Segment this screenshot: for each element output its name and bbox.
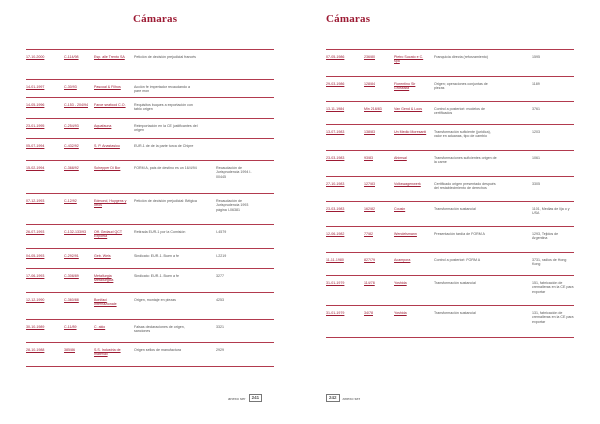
right-page [300,0,600,424]
row-separator [26,49,274,50]
row-separator [326,305,574,306]
cell-ref[interactable]: 127/83 [364,182,375,186]
row-separator [326,337,574,338]
cell-desc: Transformaciones suficientes origen de la carne [434,156,497,165]
row-separator [326,201,574,202]
cell-name[interactable]: Aquafauna [94,124,112,128]
cell-desc: Origen, montaje en piezas [134,298,176,302]
cell-ref[interactable]: 138/83 [364,130,375,134]
cell-note: 1101, Medias de lija o y USA [532,207,570,216]
cell-date[interactable]: 28-10-1988 [26,348,45,352]
cell-desc: Presentación tardía de FORM A [434,232,485,236]
cell-desc: Franquicia directa (reforzamiento) [434,55,488,59]
cell-desc: Transformación sustancial [434,281,476,285]
left-footer [228,394,262,402]
cell-date[interactable]: 13-07-1983 [326,130,345,134]
cell-desc: Retirada EUR-1 por la Comisión [134,230,186,234]
cell-note: 1595 [532,55,540,59]
cell-date[interactable]: 12-06-1982 [326,232,345,236]
cell-ref[interactable]: C-308/89 [64,274,79,278]
row-separator [326,275,574,276]
page-number: 242 [326,394,340,402]
row-separator [26,97,274,98]
cell-desc: Origen; operaciones conjuntas de piezas [434,82,488,91]
cell-date[interactable]: 29-03-1986 [326,82,345,86]
footer-label: anexo ser [342,395,361,401]
cell-note: 3731, radios de Hong Kong [532,258,567,267]
cell-ref[interactable]: C-368/92 [64,166,79,170]
cell-name[interactable]: Edmond, Huygens y otros [94,199,127,208]
cell-note: 3305 [532,182,540,186]
cell-desc: Transformación sustancial [434,311,476,315]
footer-label: anexo ser [228,395,246,401]
cell-ref[interactable]: C-12/92 [64,199,77,203]
cell-date[interactable]: 14-05-1996 [26,103,45,107]
row-separator [26,366,274,367]
row-separator [326,101,574,102]
cell-date[interactable]: 13-11-1984 [326,107,345,111]
cell-name[interactable]: Van Gend & Loos [394,107,423,111]
cell-desc: Falsas declaraciones de origen, sanciones [134,325,185,334]
cell-date[interactable]: 04-05-1993 [26,254,45,258]
cell-name[interactable]: Wendelsmann [394,232,417,236]
cell-note: 151, fabricación de cremalleras en la CE para exportar [532,281,574,294]
cell-date[interactable]: 30-10-1989 [26,325,45,329]
cell-name[interactable]: S.S. Industria de materiali [94,348,121,357]
cell-ref[interactable]: 93/83 [364,156,373,160]
cell-name[interactable]: Un Medio Moresanti [394,130,427,134]
cell-name[interactable]: S. P. Anastasiou [94,144,120,148]
cell-desc: Sindicato: EUR-1. Buen a fe [134,254,179,258]
cell-date[interactable]: 05-07-1994 [26,144,45,148]
cell-name[interactable]: Geb. Weis [94,254,111,258]
cell-name[interactable]: Bonifaci Internazionale [94,298,117,307]
row-separator [326,124,574,125]
cell-note: 1061 [532,156,540,160]
cell-name[interactable]: Metallurgia Metallurgica [94,274,114,283]
cell-date[interactable]: 17-10-2000 [26,55,45,59]
cell-name[interactable]: Volkswagenwerk [394,182,421,186]
cell-name[interactable]: Yoshida [394,311,407,315]
cell-date[interactable]: 17-06-1993 [26,274,45,278]
cell-name[interactable]: C. akio [94,325,106,329]
cell-name[interactable]: Off. Gedaud QCT Exportia [94,230,123,239]
cell-date[interactable]: 11-11-1980 [326,258,344,262]
cell-desc: Acción fe impertador recaudando a pare mon [134,85,190,94]
chamber-logo: Cámaras [133,13,178,25]
row-separator [326,226,574,227]
cell-note: Recaudación de Jurisprudencia 1993 página I-06381 [216,199,249,212]
cell-desc: Reimportación en la CE justificantes del origen [134,124,198,133]
cell-desc: Origen sellos de manufactura [134,348,181,352]
cell-ref[interactable]: 77/82 [364,232,373,236]
cell-date[interactable]: 23-01-1995 [26,124,45,128]
cell-ref[interactable]: 162/82 [364,207,375,211]
row-separator [326,150,574,151]
row-separator [26,118,274,119]
cell-ref[interactable]: C-432/92 [64,144,79,148]
cell-ref[interactable]: 827/79 [364,258,375,262]
row-separator [26,292,274,293]
cell-desc: Control a posteriori: FORM A [434,258,481,262]
row-separator [26,224,274,225]
cell-date[interactable]: 14-01-1997 [26,85,45,89]
cell-name[interactable]: Schepper Di Bor [94,166,121,170]
row-separator [26,342,274,343]
row-separator [26,193,274,194]
cell-name[interactable]: Yoshida [394,281,407,285]
cell-date[interactable]: 07-12-1993 [26,199,45,203]
cell-note: Recaudación de Jurisprudencia 1994 I-00445 [216,166,252,179]
cell-name[interactable]: Faroe seafood C.O. [94,103,126,107]
cell-desc: Requisitos buques a exportación con tablo origen [134,103,193,112]
cell-desc: Transformación suficiente (juridica), valor en aduanas, tipo de cambio [434,130,491,139]
cell-name[interactable]: Pietro Sucato e C. spa [394,55,424,64]
row-separator [26,268,274,269]
cell-ref[interactable]: C-360/88 [64,298,79,302]
cell-note: I-4579 [216,230,227,234]
cell-ref[interactable]: C-292/91 [64,254,79,258]
cell-ref[interactable]: 114/78 [364,281,375,285]
cell-ref[interactable]: C-11/89 [64,325,77,329]
cell-note: 2929 [216,348,224,352]
cell-desc: Control a posteriori: modelos de certificados [434,107,485,116]
cell-ref[interactable]: C-254/93 [64,124,79,128]
cell-date[interactable]: 15-02-1994 [26,166,45,170]
cell-ref[interactable]: C-153 - 204/94 [64,103,88,107]
row-separator [26,160,274,161]
cell-note: 3321 [216,325,224,329]
cell-desc: FORM A, pais de destino es un 16/4/94 [134,166,197,170]
row-separator [26,138,274,139]
cell-desc: EUR-1 de de la parte turca de Chipre [134,144,194,148]
cell-ref[interactable]: 128/84 [364,82,375,86]
cell-note: 1293, Tejidos de Argentina [532,232,559,241]
cell-desc: Certificado origen presentado después del restablecimiento de derechos [434,182,496,191]
cell-note: 1203 [532,130,540,134]
row-separator [326,252,574,253]
cell-desc: Petición de decisión prejudicial: Bélgica [134,199,197,203]
cell-ref[interactable]: 385/86 [64,348,75,352]
cell-desc: Sindicato: EUR-1. Buen a fe [134,274,179,278]
cell-note: 131, fabricación de cremalleras en la CE para exportar [532,311,574,324]
cell-date[interactable]: 23-03-1983 [326,156,345,160]
cell-date[interactable]: 27-10-1983 [326,182,345,186]
row-separator [26,79,274,80]
cell-note: 3761 [532,107,540,111]
cell-date[interactable]: 31-01-1979 [326,281,345,285]
row-separator [326,49,574,50]
cell-name[interactable]: Fiorentino Sir Grossista [394,82,416,91]
cell-note: 3277 [216,274,224,278]
cell-note: 4253 [216,298,224,302]
cell-ref[interactable]: 34/78 [364,311,373,315]
cell-desc: Transformación sustancial [434,207,476,211]
cell-date[interactable]: 31-01-1979 [326,311,345,315]
cell-ref[interactable]: C-132-133/93 [64,230,86,234]
row-separator [26,248,274,249]
cell-name[interactable]: Ahimsal [394,156,407,160]
cell-ref[interactable]: C-114/98 [64,55,79,59]
chamber-logo: Cámaras [326,13,371,25]
cell-ref[interactable]: C-30/93 [64,85,77,89]
cell-ref[interactable]: 236/80 [364,55,375,59]
cell-desc: Petición de decisión prejudicial francés [134,55,196,59]
cell-name[interactable]: Pascoal & Filhos [94,85,121,89]
cell-name[interactable]: Acampora [394,258,411,262]
cell-date[interactable]: 23-03-1983 [326,207,345,211]
cell-name[interactable]: Esp. alle Trento SA [94,55,125,59]
cell-date[interactable]: 07-05-1986 [326,55,345,59]
cell-ref[interactable]: Min 218/83 [364,107,382,111]
right-footer [326,394,360,402]
row-separator [326,176,574,177]
cell-name[interactable]: Cousin [394,207,406,211]
row-separator [26,319,274,320]
cell-note: I-2219 [216,254,227,258]
row-separator [326,76,574,77]
cell-date[interactable]: 26-07-1993 [26,230,45,234]
page-number: 241 [249,394,263,402]
cell-date[interactable]: 12-12-1990 [26,298,45,302]
cell-note: 1189 [532,82,540,86]
